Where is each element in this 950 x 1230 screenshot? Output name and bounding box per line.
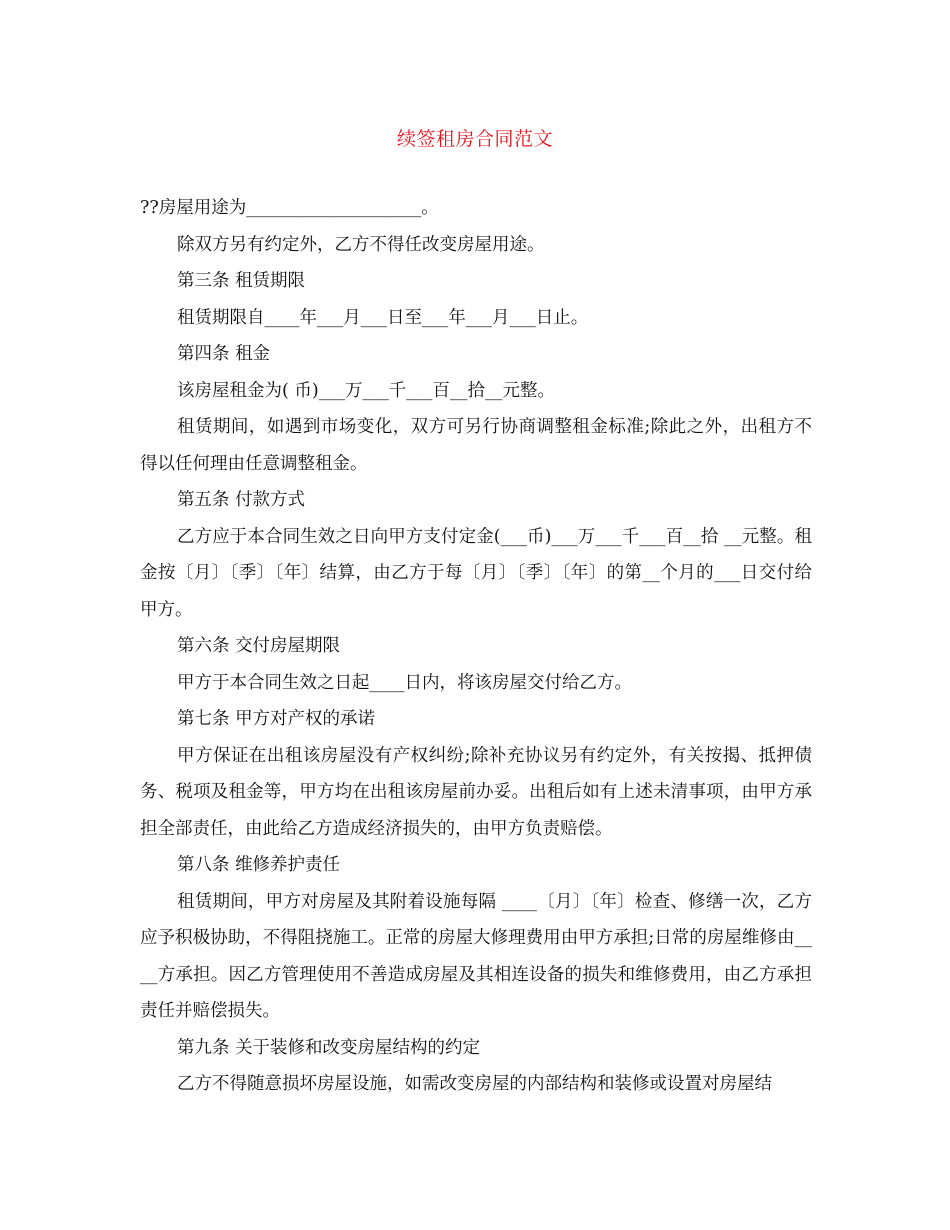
document-body <box>140 190 812 1103</box>
paragraph-lease-term: 租赁期限自____年___月___日至___年___月___日止。 <box>177 307 589 328</box>
paragraph-usage: ??房屋用途为____________________。 <box>140 198 439 218</box>
heading-article-9: 第九条 关于装修和改变房屋结构的约定 <box>177 1037 481 1058</box>
paragraph-payment-method: 乙方应于本合同生效之日向甲方支付定金(___币)___万___千___百__拾 __元整。租金按〔月〕〔季〕〔年〕结算，由乙方于每〔月〕〔季〕〔年〕的第__个月的___日交付给甲方。 <box>140 526 812 620</box>
heading-article-4: 第四条 租金 <box>177 344 271 364</box>
heading-article-6: 第六条 交付房屋期限 <box>177 636 341 656</box>
heading-article-3: 第三条 租赁期限 <box>177 271 306 291</box>
paragraph-rent-amount: 该房屋租金为( 币)___万___千___百__拾__元整。 <box>177 380 555 401</box>
heading-article-7: 第七条 甲方对产权的承诺 <box>177 709 376 729</box>
paragraph-maintenance: 租赁期间，甲方对房屋及其附着设施每隔 ____〔月〕〔年〕检查、修缮一次，乙方应予积极协助，不得阻挠施工。正常的房屋大修理费用由甲方承担;日常的房屋维修由____方承担。因乙方管理使用不善造成房屋及其相连设备的损失和维修费用，由乙方承担责任并赔偿损失。 <box>140 891 812 1021</box>
paragraph-renovation: 乙方不得随意损坏房屋设施，如需改变房屋的内部结构和装修或设置对房屋结 <box>177 1074 772 1094</box>
heading-article-5: 第五条 付款方式 <box>177 490 306 510</box>
document-title: 续签租房合同范文 <box>396 128 553 150</box>
paragraph-usage-restriction: 除双方另有约定外，乙方不得任改变房屋用途。 <box>177 234 545 255</box>
paragraph-property-commitment: 甲方保证在出租该房屋没有产权纠纷;除补充协议另有约定外，有关按揭、抵押债务、税项及租金等，甲方均在出租该房屋前办妥。出租后如有上述未清事项，由甲方承担全部责任，由此给乙方造成经济损失的，由甲方负责赔偿。 <box>140 745 812 839</box>
paragraph-delivery-term: 甲方于本合同生效之日起____日内，将该房屋交付给乙方。 <box>177 672 632 693</box>
paragraph-rent-adjustment: 租赁期间，如遇到市场变化，双方可另行协商调整租金标准;除此之外，出租方不得以任何理由任意调整租金。 <box>140 417 812 474</box>
heading-article-8: 第八条 维修养护责任 <box>177 855 341 875</box>
